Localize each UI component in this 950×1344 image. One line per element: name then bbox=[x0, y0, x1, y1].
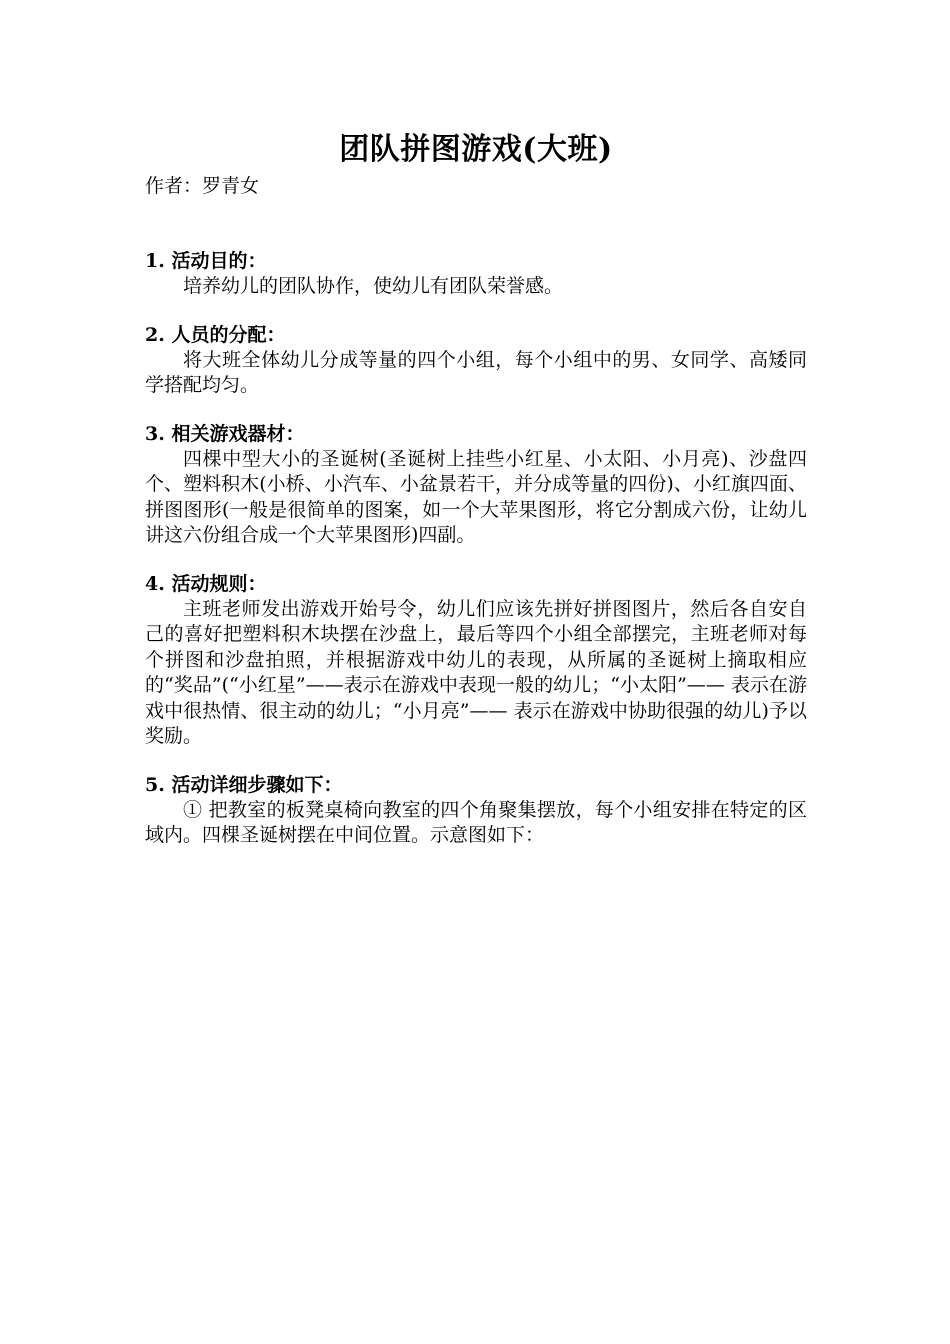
document-author: 作者：罗青女 bbox=[145, 175, 260, 197]
section-body: 培养幼儿的团队协作，使幼儿有团队荣誉感。 bbox=[183, 275, 564, 297]
section-equipment bbox=[145, 421, 807, 549]
section-heading: 5. 活动详细步骤如下： bbox=[145, 773, 343, 796]
section-heading: 2. 人员的分配： bbox=[145, 323, 286, 346]
section-heading: 1. 活动目的： bbox=[145, 250, 267, 272]
section-heading: 4. 活动规则： bbox=[145, 572, 267, 595]
section-rules bbox=[145, 571, 807, 750]
section-steps bbox=[145, 772, 807, 849]
section-purpose bbox=[145, 248, 807, 300]
section-body: 四棵中型大小的圣诞树(圣诞树上挂些小红星、小太阳、小月亮)、沙盘四个、塑料积木(小桥、小汽车、小盆景若干，并分成等量的四份)、小红旗四面、拼图图形(一般是很简单的图案，如一个大苹果图形，将它分割成六份，让幼儿讲这六份组合成一个大苹果图形)四副。 bbox=[145, 447, 807, 546]
section-body: 主班老师发出游戏开始号令，幼儿们应该先拼好拼图图片，然后各自安自己的喜好把塑料积木块摆在沙盘上，最后等四个小组全部摆完，主班老师对每个拼图和沙盘拍照，并根据游戏中幼儿的表现，从所属的圣诞树上摘取相应的“奖品”(“小红星”——表示在游戏中表现一般的幼儿；“小太阳”—— 表示在游戏中很热情、很主动的幼儿；“小月亮”—— 表示在游戏中协助很强的幼儿)予以奖励。 bbox=[145, 597, 807, 747]
section-body: ① 把教室的板凳桌椅向教室的四个角聚集摆放，每个小组安排在特定的区域内。四棵圣诞树摆在中间位置。示意图如下： bbox=[145, 798, 807, 846]
section-body: 将大班全体幼儿分成等量的四个小组，每个小组中的男、女同学、高矮同学搭配均匀。 bbox=[145, 348, 807, 396]
document-page bbox=[145, 128, 807, 871]
document-title: 团队拼图游戏(大班) bbox=[339, 132, 613, 167]
section-heading: 3. 相关游戏器材： bbox=[145, 422, 305, 445]
section-personnel bbox=[145, 322, 807, 399]
